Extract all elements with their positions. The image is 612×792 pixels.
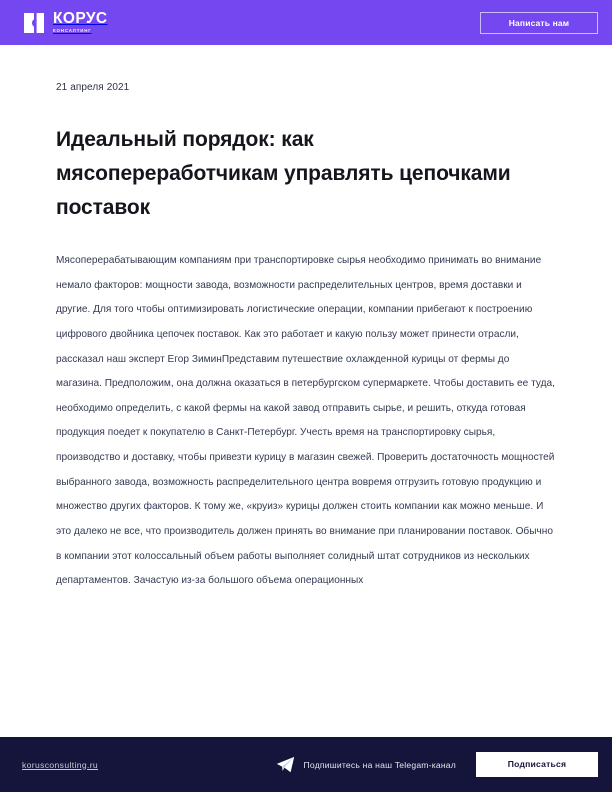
telegram-paper-plane-icon bbox=[276, 756, 295, 773]
page-title: Идеальный порядок: как мясопереработчикам управлять цепочками поставок bbox=[56, 128, 511, 220]
subscribe-button[interactable]: Подписаться bbox=[476, 752, 598, 777]
footer-telegram-label: Подпишитесь на наш Telegam-канал bbox=[303, 759, 456, 770]
brand-wordmark bbox=[53, 11, 108, 33]
contact-us-button[interactable]: Написать нам bbox=[480, 12, 598, 34]
brand-name: КОРУС bbox=[53, 10, 108, 28]
article-paragraph: Мясоперерабатывающим компаниям при транспортировке сырья необходимо принимать во внимание немало факторов: мощности завода, возможности распределительных центров, время доставки и другие. Для того чтобы оптимизировать логистические операции, компании прибегают к построению цифрового двойника цепочек поставок. Как это работает и какую пользу может принести отрасли, рассказал наш эксперт Егор ЗиминПредставим путешествие охлажденной курицы от фермы до магазина. Предположим, она должна оказаться в петербургском супермаркете. Чтобы доставить ее туда, необходимо определить, с какой фермы на какой завод отправить сырье, и решить, откуда готовая продукция поедет к покупателю в Санкт-Петербург. Учесть время на транспортировку сырья, производство и доставку, чтобы привезти курицу в магазин свежей. Проверить достаточность мощностей выбранного завода, возможность распределительного центра вовремя отгрузить готовую продукцию и множество других факторов. К тому же, «круиз» курицы должен стоить компании как можно меньше. И это далеко не все, что производитель должен принять во внимание при планировании поставок. Обычно в компании этот колоссальный объем работы выполняет солидный штат сотрудников из нескольких департаментов. Зачастую из-за большого объема операционных bbox=[56, 255, 555, 587]
site-footer bbox=[0, 737, 612, 792]
article-body bbox=[56, 249, 556, 594]
article-date: 21 апреля 2021 bbox=[56, 82, 130, 93]
article-container bbox=[0, 45, 612, 737]
brand-subtitle: КОНСАЛТИНГ bbox=[53, 28, 92, 34]
brand-logo-link[interactable] bbox=[22, 11, 108, 35]
footer-telegram-block[interactable] bbox=[276, 756, 456, 773]
footer-domain-link[interactable]: korusconsulting.ru bbox=[22, 759, 99, 770]
korus-bracket-logo-icon bbox=[22, 11, 46, 35]
site-header bbox=[0, 0, 612, 45]
